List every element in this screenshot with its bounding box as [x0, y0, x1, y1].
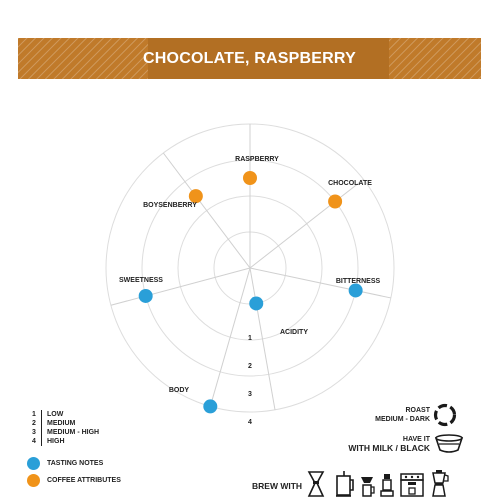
ring-label: 2: [248, 363, 252, 370]
data-point-raspberry: [243, 171, 257, 185]
radar-spoke: [163, 153, 250, 268]
legend-coffee-attributes: [27, 474, 121, 487]
radar-spoke: [250, 268, 275, 410]
radar-spoke: [250, 179, 363, 268]
ring-label: 1: [248, 335, 252, 342]
scale-legend-num: 2: [32, 419, 42, 428]
brew-with-label: BREW WITH: [252, 481, 303, 491]
scale-legend-item: [32, 428, 99, 437]
scale-legend-item: [32, 437, 99, 446]
axis-label-acidity: ACIDITY: [280, 329, 308, 336]
have-it-value: WITH MILK / BLACK: [348, 443, 430, 453]
espresso-machine-icon: [400, 472, 424, 498]
cup-icon: [434, 432, 464, 456]
roast-info: [375, 406, 430, 424]
legend-tasting-notes: [27, 457, 103, 470]
data-point-sweetness: [139, 289, 153, 303]
ring-label: 4: [248, 419, 252, 426]
roast-value: MEDIUM - DARK: [375, 416, 430, 423]
have-it-label: HAVE IT: [402, 436, 430, 443]
axis-label-sweetness: SWEETNESS: [119, 277, 163, 284]
have-it-info: [348, 435, 430, 453]
axis-label-chocolate: CHOCOLATE: [328, 180, 372, 187]
pour-over-icon: [360, 474, 376, 498]
legend-tasting-label: TASTING NOTES: [47, 460, 104, 467]
legend-attributes-label: COFFEE ATTRIBUTES: [47, 477, 121, 484]
scale-legend-item: [32, 419, 99, 428]
page-title: CHOCOLATE, RASPBERRY: [143, 50, 356, 67]
data-point-body: [203, 399, 217, 413]
scale-legend-text: MEDIUM - HIGH: [47, 429, 100, 436]
moka-pot-icon: [429, 470, 449, 498]
aeropress-icon: [380, 472, 394, 498]
scale-legend: [32, 410, 99, 446]
axis-label-raspberry: RASPBERRY: [235, 156, 279, 163]
radar-spoke: [210, 268, 250, 406]
data-point-chocolate: [328, 195, 342, 209]
data-point-bitterness: [349, 283, 363, 297]
tasting-notes-swatch: [27, 457, 40, 470]
chemex-icon: [306, 470, 326, 498]
axis-label-body: BODY: [168, 387, 190, 394]
scale-legend-text: MEDIUM: [47, 420, 76, 427]
axis-label-bitterness: BITTERNESS: [335, 278, 381, 285]
scale-legend-num: 1: [32, 410, 42, 419]
roast-label: ROAST: [405, 407, 430, 414]
radar-spoke: [111, 268, 250, 305]
scale-legend-num: 4: [32, 437, 42, 446]
axis-label-boysenberry: BOYSENBERRY: [143, 202, 197, 209]
data-point-acidity: [249, 296, 263, 310]
scale-legend-text: HIGH: [47, 438, 65, 445]
scale-legend-num: 3: [32, 428, 42, 437]
scale-legend-item: [32, 410, 99, 419]
ring-label: 3: [248, 391, 252, 398]
scale-legend-text: LOW: [47, 411, 64, 418]
roast-gauge-icon: [432, 402, 458, 428]
french-press-icon: [333, 471, 355, 498]
coffee-attributes-swatch: [27, 474, 40, 487]
